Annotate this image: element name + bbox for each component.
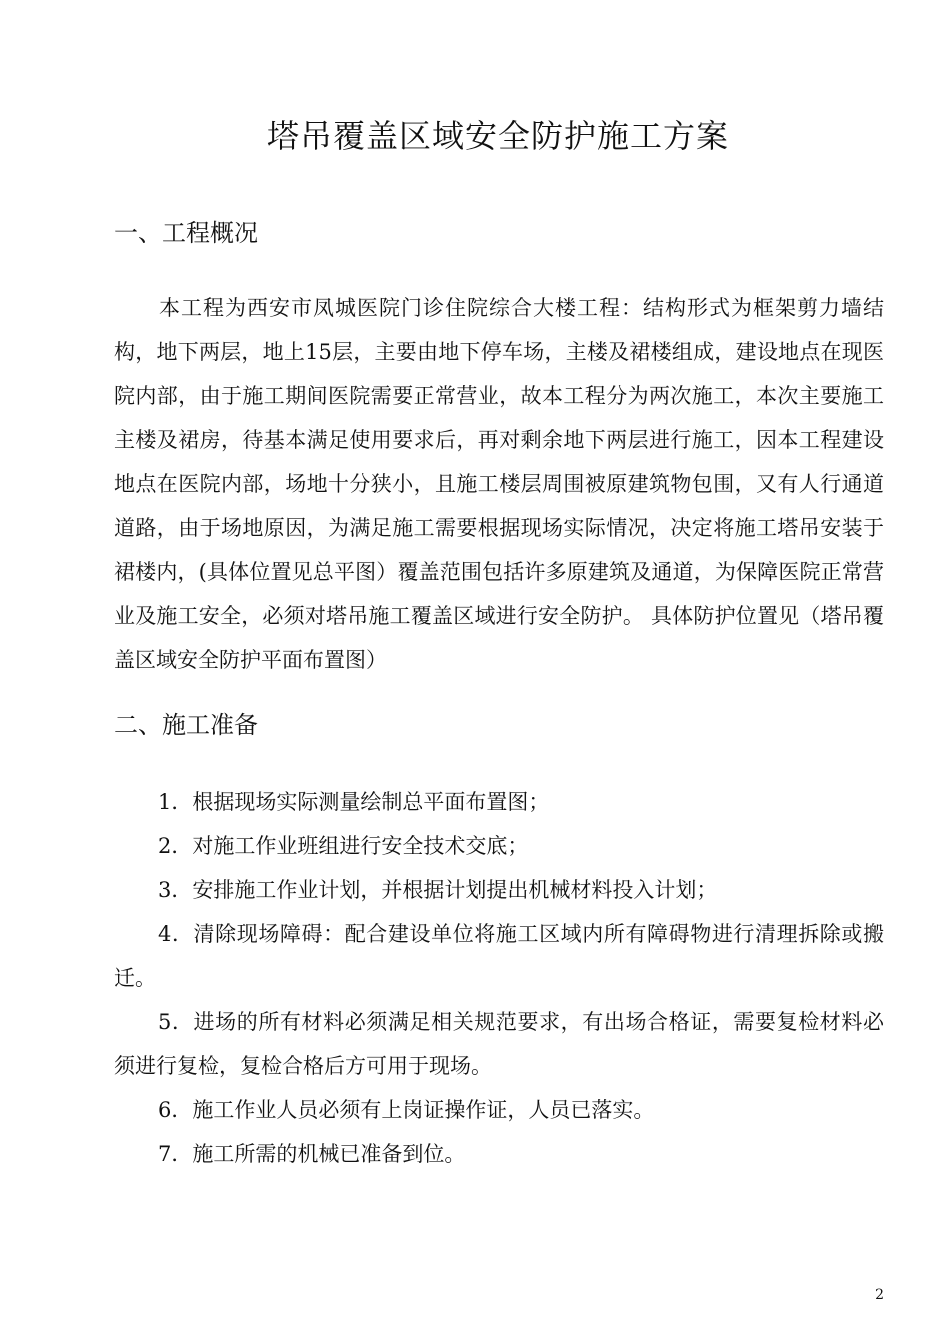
- overview-text: 本工程为西安市凤城医院门诊住院综合大楼工程：结构形式为框架剪力墙结构，地下两层，地上15层，主要由地下停车场，主楼及裙楼组成，建设地点在现医院内部，由于施工期间医院需要正常营业，故本工程分为两次施工，本次主要施工主楼及裙房，待基本满足使用要求后，再对剩余地下两层进行施工，因本工程建设地点在医院内部，场地十分狭小，且施工楼层周围被原建筑物包围，又有人行通道道路，由于场地原因，为满足施工需要根据现场实际情况，决定将施工塔吊安装于裙楼内，(具体位置见总平图）覆盖范围包括许多原建筑及通道，为保障医院正常营业及施工安全，必须对塔吊施工覆盖区域进行安全防护。 具体防护位置见（塔吊覆盖区域安全防护平面布置图）: [114, 296, 884, 672]
- section-heading-overview: 一、工程概况: [114, 219, 258, 247]
- list-item: 3．安排施工作业计划，并根据计划提出机械材料投入计划；: [158, 878, 718, 902]
- list-item: 2．对施工作业班组进行安全技术交底；: [158, 834, 529, 858]
- preparation-list: [114, 780, 884, 1176]
- list-item: 7．施工所需的机械已准备到位。: [158, 1142, 466, 1166]
- document-title: 塔吊覆盖区域安全防护施工方案: [266, 117, 729, 155]
- list-item: 6．施工作业人员必须有上岗证操作证，人员已落实。: [158, 1098, 655, 1122]
- list-item: 1．根据现场实际测量绘制总平面布置图；: [158, 790, 550, 814]
- section-paragraph-overview: [114, 286, 884, 682]
- list-item: 5．进场的所有材料必须满足相关规范要求，有出场合格证，需要复检材料必须进行复检，复检合格后方可用于现场。: [114, 1010, 884, 1078]
- section-heading-preparation: 二、施工准备: [114, 711, 258, 739]
- page-number: 2: [875, 1287, 884, 1303]
- list-item: 4．清除现场障碍：配合建设单位将施工区域内所有障碍物进行清理拆除或搬迁。: [114, 922, 884, 990]
